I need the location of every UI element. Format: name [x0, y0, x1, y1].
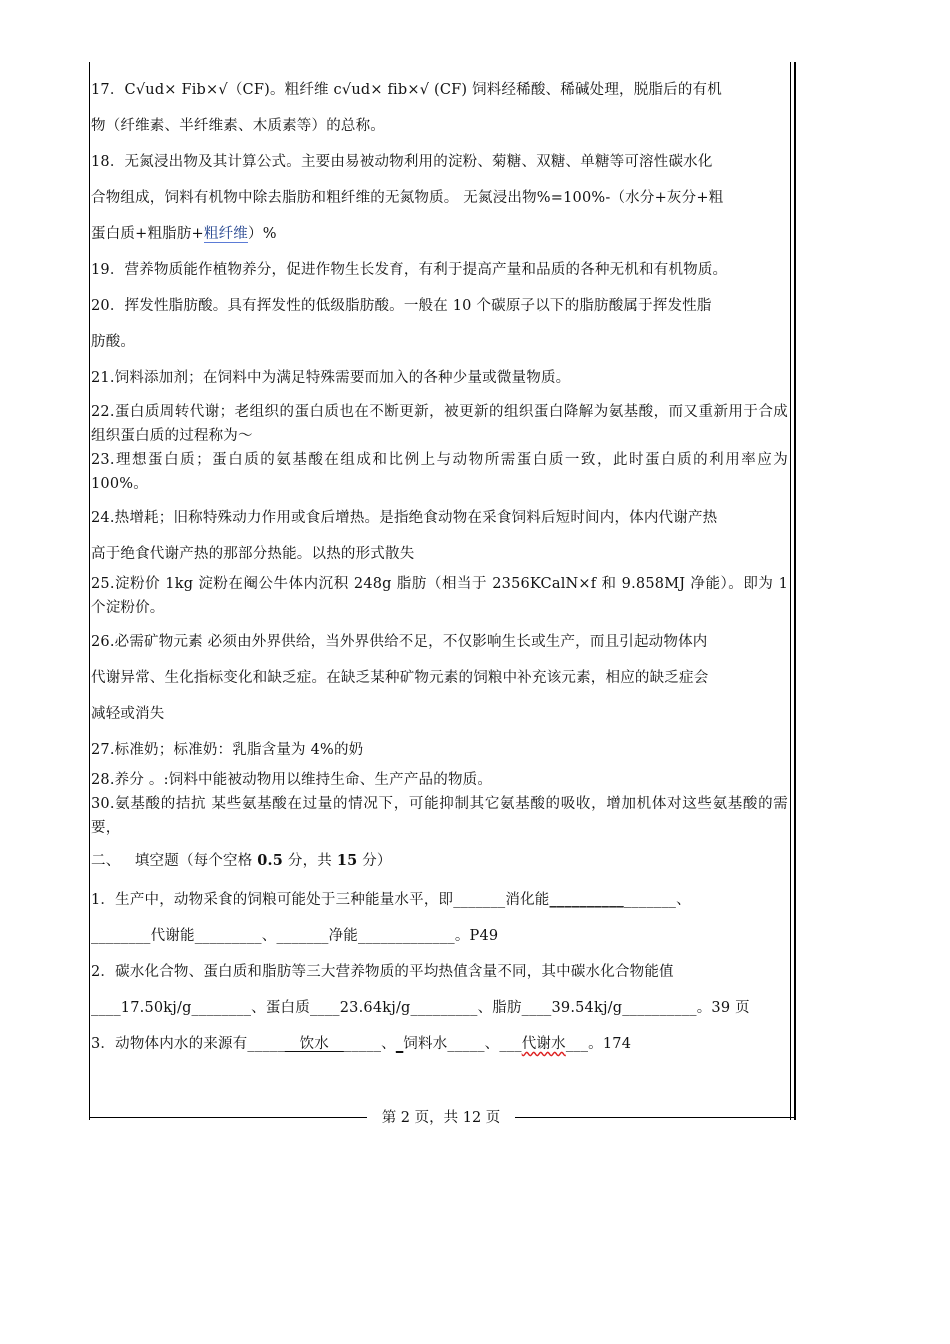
question-2-line-1: 2．碳水化合物、蛋白质和脂肪等三大营养物质的平均热值含量不同，其中碳水化合物能值: [91, 964, 674, 980]
q3-text: 3．动物体内水的来源有_____: [91, 1036, 285, 1052]
q1-text: 1．生产中，动物采食的饲粮可能处于三种能量水平，即_______消化能: [91, 892, 550, 908]
q1-blank: _______、: [623, 892, 691, 908]
item-19: 19．营养物质能作植物养分，促进作物生长发育，有利于提高产量和品质的各种无机和有机物质。: [91, 262, 728, 278]
item-23: 23.理想蛋白质；蛋白质的氨基酸在组成和比例上与动物所需蛋白质一致，此时蛋白质的利用率应为 100%。: [91, 452, 788, 492]
item-18-line-1: 18．无氮浸出物及其计算公式。主要由易被动物利用的淀粉、菊糖、双糖、单糖等可溶性碳水化: [91, 154, 713, 170]
footer-rule-right: [515, 1117, 795, 1118]
item-24-line-2: 高于绝食代谢产热的那部分热能。以热的形式散失: [91, 546, 415, 562]
item-30: 30.氨基酸的拮抗 某些氨基酸在过量的情况下，可能抑制其它氨基酸的吸收，增加机体对这些氨基酸的需要，: [91, 796, 788, 836]
q3-feed-water: 饲料水_____、___: [403, 1036, 522, 1052]
right-border-outer: [794, 62, 796, 1120]
item-18-suffix: ）%: [248, 226, 277, 242]
item-27: 27.标准奶；标准奶：乳脂含量为 4%的奶: [91, 742, 364, 758]
section-2-heading: [91, 844, 788, 878]
q3-answer-metabolic-water: 代谢水: [521, 1036, 566, 1052]
item-25: 25.淀粉价 1kg 淀粉在阉公牛体内沉积 248g 脂肪（相当于 2356KCalN×f 和 9.858MJ 净能）。即为 1 个淀粉价。: [91, 576, 788, 616]
right-border-inner: [790, 62, 791, 1120]
item-18-line-3: [91, 216, 788, 252]
item-18-line-2: 合物组成，饲料有机物中除去脂肪和粗纤维的无氮物质。 无氮浸出物%=100%-（水分+灰分+粗: [91, 190, 724, 206]
item-26-line-3: 减轻或消失: [91, 706, 165, 722]
item-28: 28.养分 。:饲料中能被动物用以维持生命、生产产品的物质。: [91, 772, 493, 788]
item-26-line-2: 代谢异常、生化指标变化和缺乏症。在缺乏某种矿物元素的饲粮中补充该元素，相应的缺乏症会: [91, 670, 709, 686]
question-2-line-2: ____17.50kj/g________、蛋白质____23.64kj/g_________、脂肪____39.54kj/g__________。39 页: [91, 1000, 750, 1016]
item-17-line-2: 物（纤维素、半纤维素、木质素等）的总称。: [91, 118, 385, 134]
question-1-line-2: ________代谢能_________、_______净能_____________。P49: [91, 928, 499, 944]
left-border: [89, 62, 90, 1120]
page-footer: [89, 1109, 795, 1133]
item-22: 22.蛋白质周转代谢；老组织的蛋白质也在不断更新，被更新的组织蛋白降解为氨基酸，而又重新用于合成组织蛋白质的过程称为～: [91, 404, 788, 444]
question-1-line-1: [91, 882, 788, 918]
section-2-title-c: 分）: [357, 853, 392, 869]
item-20-line-1: 20．挥发性脂肪酸。具有挥发性的低级脂肪酸。一般在 10 个碳原子以下的脂肪酸属于挥发性脂: [91, 298, 712, 314]
page-content: [91, 72, 788, 1062]
item-20-line-2: 肪酸。: [91, 334, 136, 350]
question-3: [91, 1026, 788, 1062]
item-26-line-1: 26.必需矿物元素 必须由外界供给，当外界供给不足，不仅影响生长或生产，而且引起动物体内: [91, 634, 708, 650]
q3-end: ___。174: [565, 1036, 632, 1052]
q1-blank-bold: __________: [549, 891, 624, 908]
section-2-number: 二、: [91, 853, 121, 869]
item-17-line-1: 17．C√ud× Fib×√（CF)。粗纤维 c√ud× fib×√ (CF) 饲料经稀酸、稀碱处理，脱脂后的有机: [91, 82, 722, 98]
section-2-score: 0.5: [257, 852, 284, 869]
footer-rule-left: [89, 1117, 367, 1118]
crude-fiber-link[interactable]: 粗纤维: [203, 226, 249, 242]
section-2-title-a: 填空题（每个空格: [134, 853, 258, 869]
item-24-line-1: 24.热增耗；旧称特殊动力作用或食后增热。是指绝食动物在采食饲料后短时间内，体内代谢产热: [91, 510, 718, 526]
q3-answer-drinking-water: __饮水__: [284, 1036, 344, 1052]
q3-mark: _: [395, 1036, 404, 1052]
item-18-text: 蛋白质+粗脂肪+: [91, 226, 204, 242]
q3-sep: _____、: [343, 1036, 396, 1052]
page-number: 第 2 页，共 12 页: [381, 1110, 501, 1126]
section-2-title-b: 分，共: [283, 853, 337, 869]
section-2-total: 15: [336, 852, 358, 869]
item-21: 21.饲料添加剂；在饲料中为满足特殊需要而加入的各种少量或微量物质。: [91, 370, 571, 386]
